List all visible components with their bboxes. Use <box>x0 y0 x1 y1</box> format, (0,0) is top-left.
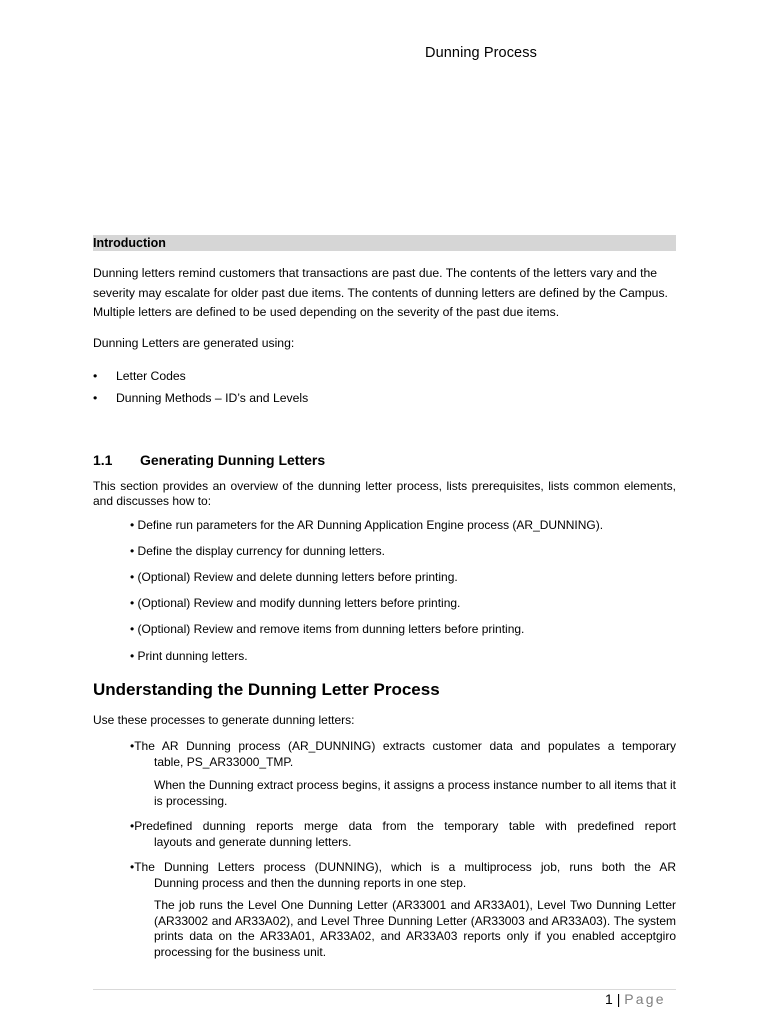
introduction-paragraph: Dunning letters remind customers that transactions are past due. The contents of the letters vary and the severity may escalate for older past due items. The contents of dunning letters are defined by the Campus. Multiple letters are defined to be used depending on the severity of the past due items. <box>93 266 668 319</box>
list-item-text: The Dunning Letters process (DUNNING), which is a multiprocess job, runs both the AR <box>134 860 676 874</box>
list-item <box>130 622 676 637</box>
list-item <box>130 860 676 891</box>
list-item <box>130 544 676 559</box>
bullet-icon: • <box>130 649 135 663</box>
bullet-icon: • <box>130 596 135 610</box>
list-item-text: Define run parameters for the AR Dunning Application Engine process (AR_DUNNING). <box>137 518 604 532</box>
footer-separator: | <box>616 991 621 1007</box>
understanding-heading: Understanding the Dunning Letter Process <box>93 680 440 699</box>
introduction-heading-bar <box>93 235 676 251</box>
bullet-icon: • <box>130 518 135 532</box>
section-title: Generating Dunning Letters <box>140 452 326 468</box>
bullet-icon: • <box>130 860 135 874</box>
list-item-text-continued: layouts and generate dunning letters. <box>154 834 352 849</box>
page-label: Page <box>624 991 666 1007</box>
list-item <box>130 739 676 770</box>
list-item-text: (Optional) Review and remove items from dunning letters before printing. <box>137 622 525 636</box>
list-item <box>130 518 676 533</box>
bullet-icon: • <box>130 544 135 558</box>
bullet-icon: • <box>130 570 135 584</box>
list-item-text: Letter Codes <box>116 369 186 383</box>
footer-divider <box>93 989 676 990</box>
list-item-text-continued: Dunning process and then the dunning reports in one step. <box>154 875 467 890</box>
list-item <box>130 649 676 664</box>
list-item <box>130 596 676 611</box>
document-header-title: Dunning Process <box>425 45 537 61</box>
section-number: 1.1 <box>93 452 113 468</box>
generated-using-paragraph: Dunning Letters are generated using: <box>93 336 295 350</box>
bullet-icon: • <box>130 622 135 636</box>
section-intro-paragraph: This section provides an overview of the dunning letter process, lists prerequisites, lists common elements, and discusses how to: <box>93 479 676 508</box>
understanding-intro: Use these processes to generate dunning letters: <box>93 713 355 727</box>
list-item-text: Print dunning letters. <box>137 649 248 663</box>
bullet-icon: • <box>93 369 98 383</box>
list-item-text: The AR Dunning process (AR_DUNNING) extracts customer data and populates a temporary <box>134 739 676 753</box>
bullet-icon: • <box>130 739 135 753</box>
list-item-text: (Optional) Review and modify dunning letters before printing. <box>137 596 461 610</box>
page-number: 1 <box>605 991 613 1007</box>
bullet-icon: • <box>93 391 98 405</box>
list-item <box>130 570 676 585</box>
list-item-detail: When the Dunning extract process begins, it assigns a process instance number to all items that it is processing. <box>154 778 676 808</box>
bullet-icon: • <box>130 819 135 833</box>
list-item-text: (Optional) Review and delete dunning letters before printing. <box>137 570 458 584</box>
list-item-text: Predefined dunning reports merge data from the temporary table with predefined report <box>134 819 676 833</box>
list-item <box>130 819 676 850</box>
list-item-detail: The job runs the Level One Dunning Letter (AR33001 and AR33A01), Level Two Dunning Letter (AR33002 and AR33A02), and Level Three Dunning Letter (AR33003 and AR33A03). The system prints data on the AR33A01, AR33A02, and AR33A03 reports only if you enabled acceptgiro processing for the business unit. <box>154 898 676 959</box>
list-item-text: Dunning Methods – ID’s and Levels <box>116 391 309 405</box>
list-item-text-continued: table, PS_AR33000_TMP. <box>154 754 294 769</box>
introduction-heading: Introduction <box>93 236 166 250</box>
page-footer <box>605 991 666 1007</box>
list-item-text: Define the display currency for dunning letters. <box>137 544 386 558</box>
